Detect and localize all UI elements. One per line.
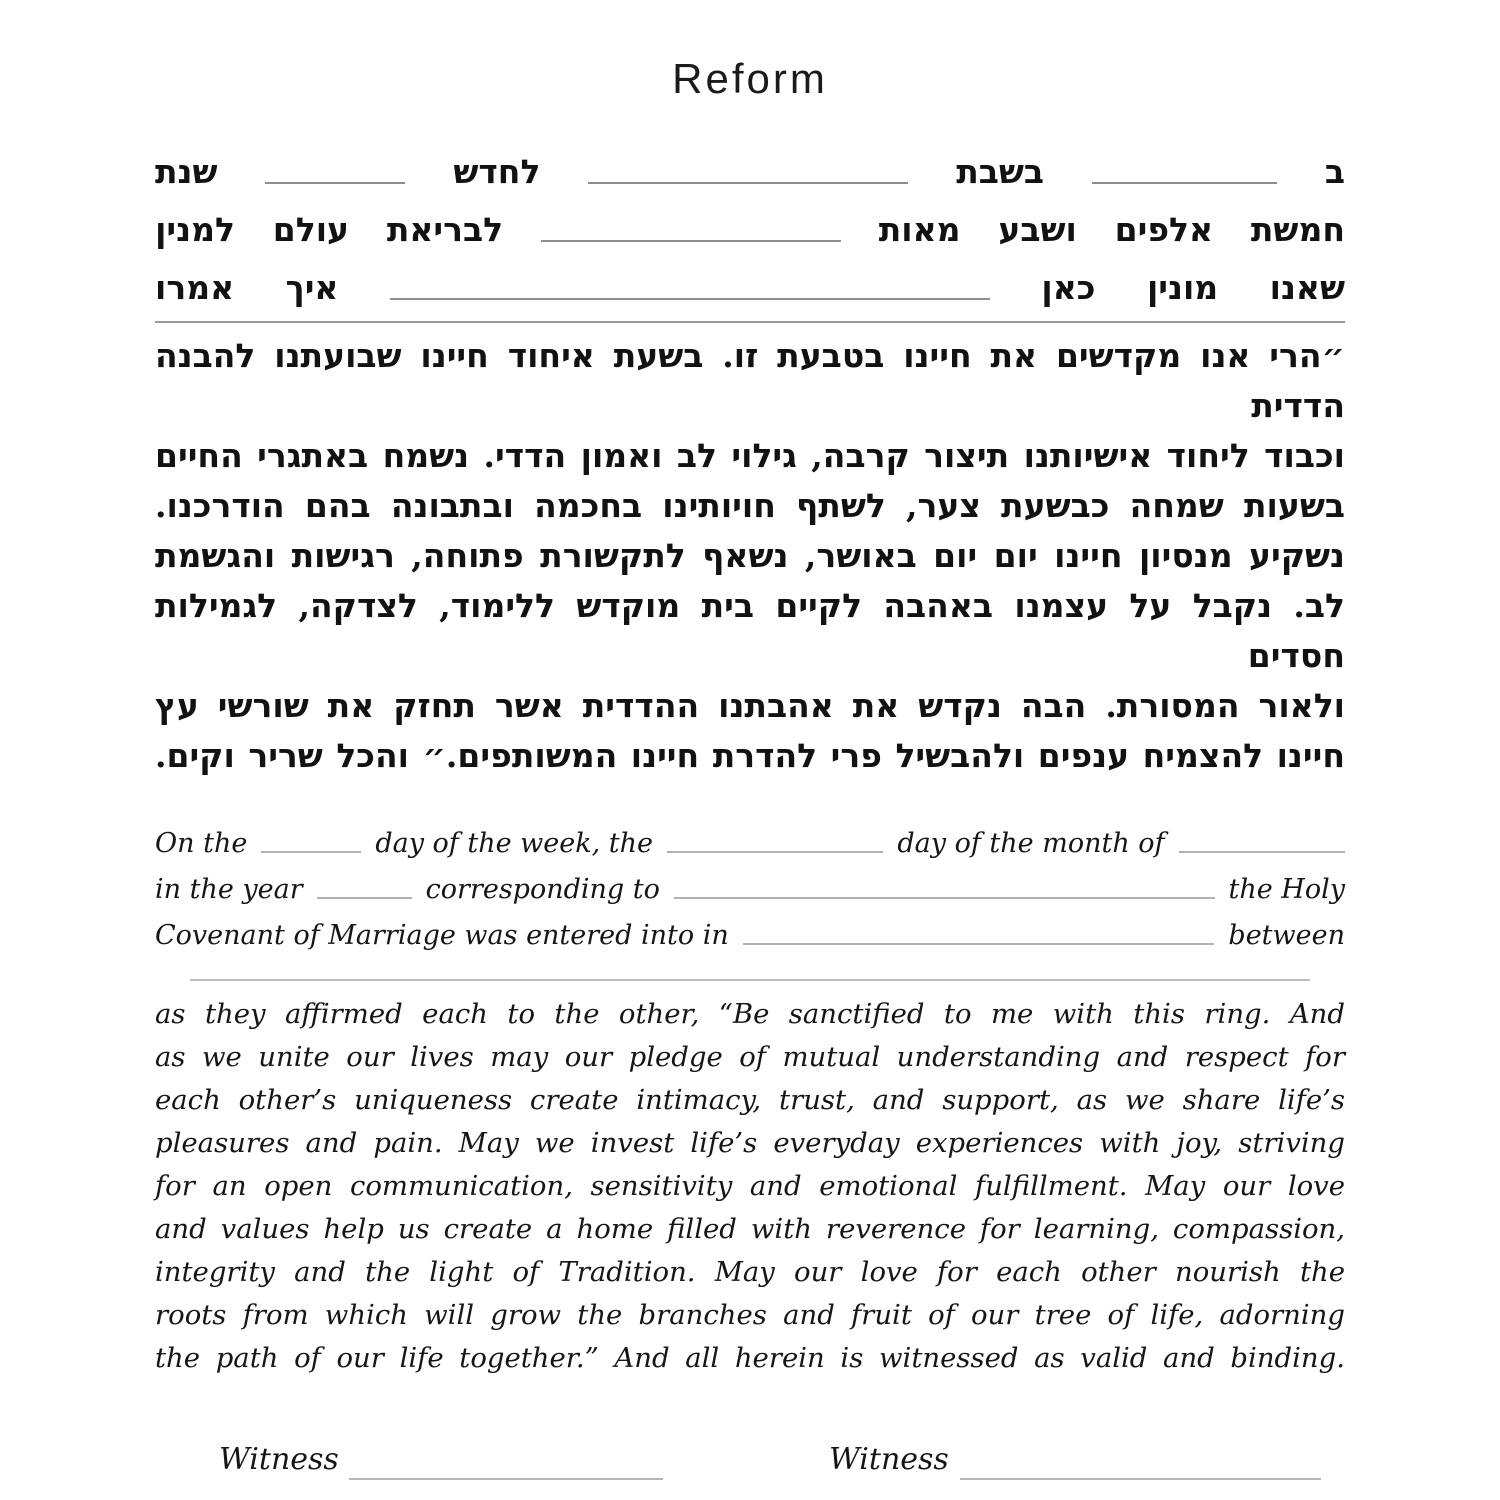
day-of-month-blank-line bbox=[667, 851, 883, 853]
hebrew-vow-paragraph bbox=[155, 331, 1345, 781]
year-blank-line bbox=[317, 897, 412, 899]
english-label: day of the week, the bbox=[375, 828, 653, 859]
hebrew-day-blank-line bbox=[1092, 182, 1277, 184]
hebrew-word: לחדש bbox=[453, 152, 541, 191]
english-text-line: for an open communication, sensitivity and emotional fulfillment. May our love bbox=[155, 1170, 1345, 1202]
document-title: Reform bbox=[672, 55, 828, 102]
english-label: between bbox=[1228, 920, 1345, 951]
hebrew-word: מונין bbox=[1146, 268, 1219, 307]
hebrew-word: לבריאת bbox=[386, 210, 504, 249]
english-vow-paragraph bbox=[155, 993, 1345, 1380]
witness-signature-section bbox=[155, 1442, 1345, 1500]
hebrew-word: אמרו bbox=[155, 268, 235, 307]
couple-names-blank-line bbox=[190, 979, 1310, 981]
english-text-line: as we unite our lives may our pledge of mutual understanding and respect for bbox=[155, 1041, 1345, 1073]
hebrew-word: אלפים bbox=[1114, 210, 1214, 249]
english-text-line: and values help us create a home filled with reverence for learning, compassion, bbox=[155, 1213, 1345, 1245]
hebrew-date-line-3 bbox=[155, 249, 1345, 307]
hebrew-word: שנת bbox=[155, 152, 218, 191]
english-label: the Holy bbox=[1228, 874, 1345, 905]
hebrew-date-blank-line bbox=[588, 182, 908, 184]
hebrew-word: עולם bbox=[272, 210, 350, 249]
hebrew-word: שאנו bbox=[1269, 268, 1345, 307]
witness-signature-line-right bbox=[960, 1478, 1321, 1480]
witness-label-left: Witness bbox=[219, 1442, 339, 1477]
english-label: On the bbox=[155, 828, 248, 859]
horizontal-divider bbox=[155, 321, 1345, 323]
hebrew-date-line-1 bbox=[155, 133, 1345, 191]
day-of-week-blank-line bbox=[261, 851, 361, 853]
english-text-line: the path of our life together.” And all herein is witnessed as valid and binding. bbox=[155, 1342, 1345, 1374]
english-label: day of the month of bbox=[897, 828, 1165, 859]
hebrew-month-blank-line bbox=[265, 182, 405, 184]
hebrew-word: ושבע bbox=[998, 210, 1077, 249]
english-date-section bbox=[155, 813, 1345, 951]
hebrew-year-blank-line bbox=[541, 240, 841, 242]
english-text-line: integrity and the light of Tradition. May our love for each other nourish the bbox=[155, 1256, 1345, 1288]
hebrew-text-line: לב. נקבל על עצמנו באהבה לקיים בית מוקדש ללימוד, לצדקה, לגמילות חסדים bbox=[155, 586, 1345, 675]
english-text-line: each other’s uniqueness create intimacy, trust, and support, as we share life’s bbox=[155, 1084, 1345, 1116]
hebrew-text-line: וכבוד ליחוד אישיותנו תיצור קרבה, גילוי לב ואמון הדדי. נשמח באתגרי החיים bbox=[155, 436, 1345, 475]
hebrew-word: כאן bbox=[1041, 268, 1096, 307]
hebrew-word: איך bbox=[285, 268, 339, 307]
english-text-line: roots from which will grow the branches and fruit of our tree of life, adorning bbox=[155, 1299, 1345, 1331]
hebrew-word: בשבת bbox=[956, 152, 1045, 191]
english-label: in the year bbox=[155, 874, 303, 905]
hebrew-date-section bbox=[155, 133, 1345, 307]
english-text-line: pleasures and pain. May we invest life’s everyday experiences with joy, striving bbox=[155, 1127, 1345, 1159]
hebrew-text-line: חיינו להצמיח ענפים ולהבשיל פרי להדרת חיינו המשותפים.״ והכל שריר וקים. bbox=[155, 736, 1345, 775]
witness-label-right: Witness bbox=[829, 1442, 949, 1477]
hebrew-word: חמשת bbox=[1250, 210, 1345, 249]
hebrew-text-line: בשעות שמחה כבשעת צער, לשתף חויותינו בחכמה ובתבונה בהם הודרכנו. bbox=[155, 486, 1345, 525]
english-date-line-1 bbox=[155, 813, 1345, 859]
english-label: corresponding to bbox=[425, 874, 660, 905]
hebrew-word: למנין bbox=[155, 210, 235, 249]
hebrew-word: מאות bbox=[878, 210, 961, 249]
hebrew-text-line: ולאור המסורת. הבה נקדש את אהבתנו ההדדית אשר תחזק את שורשי עץ bbox=[155, 686, 1345, 725]
place-blank-line bbox=[743, 943, 1215, 945]
hebrew-word: ב bbox=[1324, 152, 1345, 191]
hebrew-date-line-2 bbox=[155, 191, 1345, 249]
month-name-blank-line bbox=[1179, 851, 1345, 853]
hebrew-place-blank-line bbox=[390, 298, 990, 300]
witness-signature-line-left bbox=[349, 1478, 663, 1480]
hebrew-text-line: ״הרי אנו מקדשים את חיינו בטבעת זו. בשעת איחוד חיינו שבועתנו להבנה הדדית bbox=[155, 336, 1345, 425]
ketubah-document bbox=[0, 55, 1500, 1500]
english-date-line-2 bbox=[155, 859, 1345, 905]
hebrew-text-line: נשקיע מנסיון חיינו יום יום באושר, נשאף לתקשורת פתוחה, רגישות והגשמת bbox=[155, 536, 1345, 575]
corresponding-date-blank-line bbox=[674, 897, 1215, 899]
english-text-line: as they affirmed each to the other, “Be sanctified to me with this ring. And bbox=[155, 998, 1345, 1030]
english-label: Covenant of Marriage was entered into in bbox=[155, 920, 729, 951]
english-date-line-3 bbox=[155, 905, 1345, 951]
